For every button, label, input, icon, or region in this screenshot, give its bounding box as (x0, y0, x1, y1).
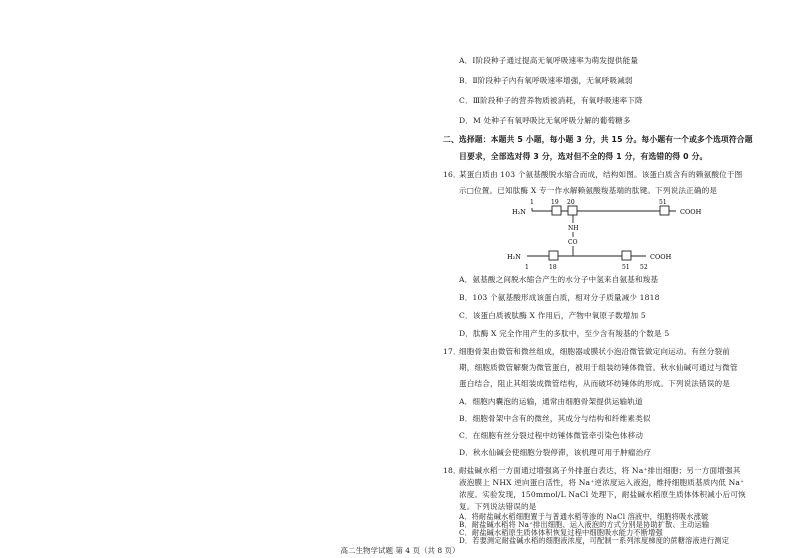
bottom-num-1: 1 (525, 264, 529, 271)
section2-heading-line2: 目要求，全部选对得 3 分，选对但不全的得 1 分，有选错的得 0 分。 (459, 152, 708, 161)
top-chain-c-terminus: COOH (680, 208, 702, 216)
top-chain-n-terminus: H₂N (512, 208, 526, 216)
q17-stem-line3: 蛋白结合，阻止其组装成微管结构，从而破坏纺锤体的形成。下列说法错误的是 (459, 379, 731, 388)
bottom-num-18: 18 (549, 264, 557, 271)
q16-number: 16． (443, 170, 461, 179)
top-num-19: 19 (551, 199, 559, 206)
q16-option-a: A．氨基酸之间脱水缩合产生的水分子中氢来自氨基和羧基 (459, 275, 659, 284)
q17-number: 17． (443, 347, 461, 356)
q17-stem-line1: 细胞骨架由微管和微丝组成，细胞器或膜状小泡沿微管做定向运动。有丝分裂前 (459, 347, 731, 356)
q18-option-a: A．将耐盐碱水稻细胞置于与普通水稻等渗的 NaCl 溶液中，细胞将吸水涨破 (459, 512, 709, 521)
section2-heading-line1: 二、选择题：本题共 5 小题，每小题 3 分，共 15 分。每小题有一个或多个选项符合题 (443, 135, 753, 144)
q16-option-c: C．该蛋白质被肽酶 X 作用后，产物中氧原子数增加 5 (459, 311, 646, 320)
q18-stem-line4: 复。下列说法错误的是 (459, 502, 537, 511)
q18-option-b: B．耐盐碱水稻将 Na⁺排出细胞、运入液泡的方式分别是协助扩散、主动运输 (459, 520, 710, 529)
q17-option-b: B．细胞骨架中含有的微丝，其成分与结构和纤维素类似 (459, 414, 651, 423)
bottom-chain-c-terminus: COOH (650, 253, 672, 261)
q15-option-c: C．Ⅲ阶段种子的营养物质被消耗，有氧呼吸速率下降 (459, 96, 643, 105)
q15-option-d: D．M 处种子有氧呼吸比无氧呼吸分解的葡萄糖多 (459, 116, 631, 125)
lys-box-20 (568, 206, 577, 215)
q16-option-d: D．肽酶 X 完全作用产生的多肽中，至少含有羧基的个数是 5 (459, 329, 670, 338)
lys-box-19 (552, 206, 561, 215)
q16-stem-line2: 示□位置。已知肽酶 X 专一作水解赖氨酸羧基端的肽键。下列说法正确的是 (459, 186, 718, 195)
q18-option-c: C．耐盐碱水稻原生质体体积恢复过程中细胞吸水能力不断增强 (459, 528, 663, 537)
bottom-num-52: 52 (640, 264, 648, 271)
top-num-20: 20 (567, 199, 575, 206)
q15-option-b: B．Ⅱ阶段种子内有氧呼吸速率增强，无氧呼吸减弱 (459, 76, 633, 85)
q18-option-d: D．若要测定耐盐碱水稻的细胞液浓度，可配制一系列浓度梯度的蔗糖溶液进行测定 (459, 536, 730, 545)
bottom-num-51: 51 (622, 264, 630, 271)
link-co: CO (568, 239, 578, 246)
page-footer: 高二生物学试题 第 4 页（共 8 页） (340, 546, 460, 555)
lys-box-51-top (660, 206, 669, 215)
q17-option-c: C．在细胞有丝分裂过程中纺锤体微管牵引染色体移动 (459, 431, 644, 440)
q15-option-a: A．Ⅰ阶段种子通过提高无氧呼吸速率为萌发提供能量 (459, 56, 639, 65)
top-num-51: 51 (659, 199, 667, 206)
q18-stem-line2: 液泡膜上 NHX 逆向蛋白活性，将 Na⁺逆浓度运入液泡，维持细胞质基质内低 Na⁺ (459, 478, 745, 487)
q18-stem-line3: 浓度。实验发现，150mmol/L NaCl 处理下，耐盐碱水稻原生质体体积减小后可恢 (459, 490, 746, 499)
link-nh: NH (568, 225, 579, 232)
bottom-chain-n-terminus: H₂N (507, 253, 521, 261)
q17-option-d: D．秋水仙碱会使细胞分裂停滞，该机理可用于肿瘤治疗 (459, 448, 652, 457)
top-num-1: 1 (530, 199, 534, 206)
lys-box-18 (549, 251, 558, 260)
q17-stem-line2: 期，细胞质微管解聚为微管蛋白，被用于组装纺锤体微管。秋水仙碱可通过与微管 (459, 363, 738, 372)
q17-option-a: A．细胞内囊泡的运输，通常由细胞骨架提供运输轨道 (459, 397, 643, 406)
q16-option-b: B．103 个氨基酸形成该蛋白质，相对分子质量减少 1818 (459, 293, 660, 302)
q18-number: 18． (443, 466, 461, 475)
q16-stem-line1: 某蛋白质由 103 个氨基酸脱水缩合而成，结构如图。该蛋白质含有的赖氨酸位于图 (459, 170, 743, 179)
lys-box-51-bottom (622, 251, 631, 260)
q18-stem-line1: 耐盐碱水稻一方面通过增强离子外排蛋白表达，将 Na⁺排出细胞；另一方面增强其 (459, 466, 741, 475)
